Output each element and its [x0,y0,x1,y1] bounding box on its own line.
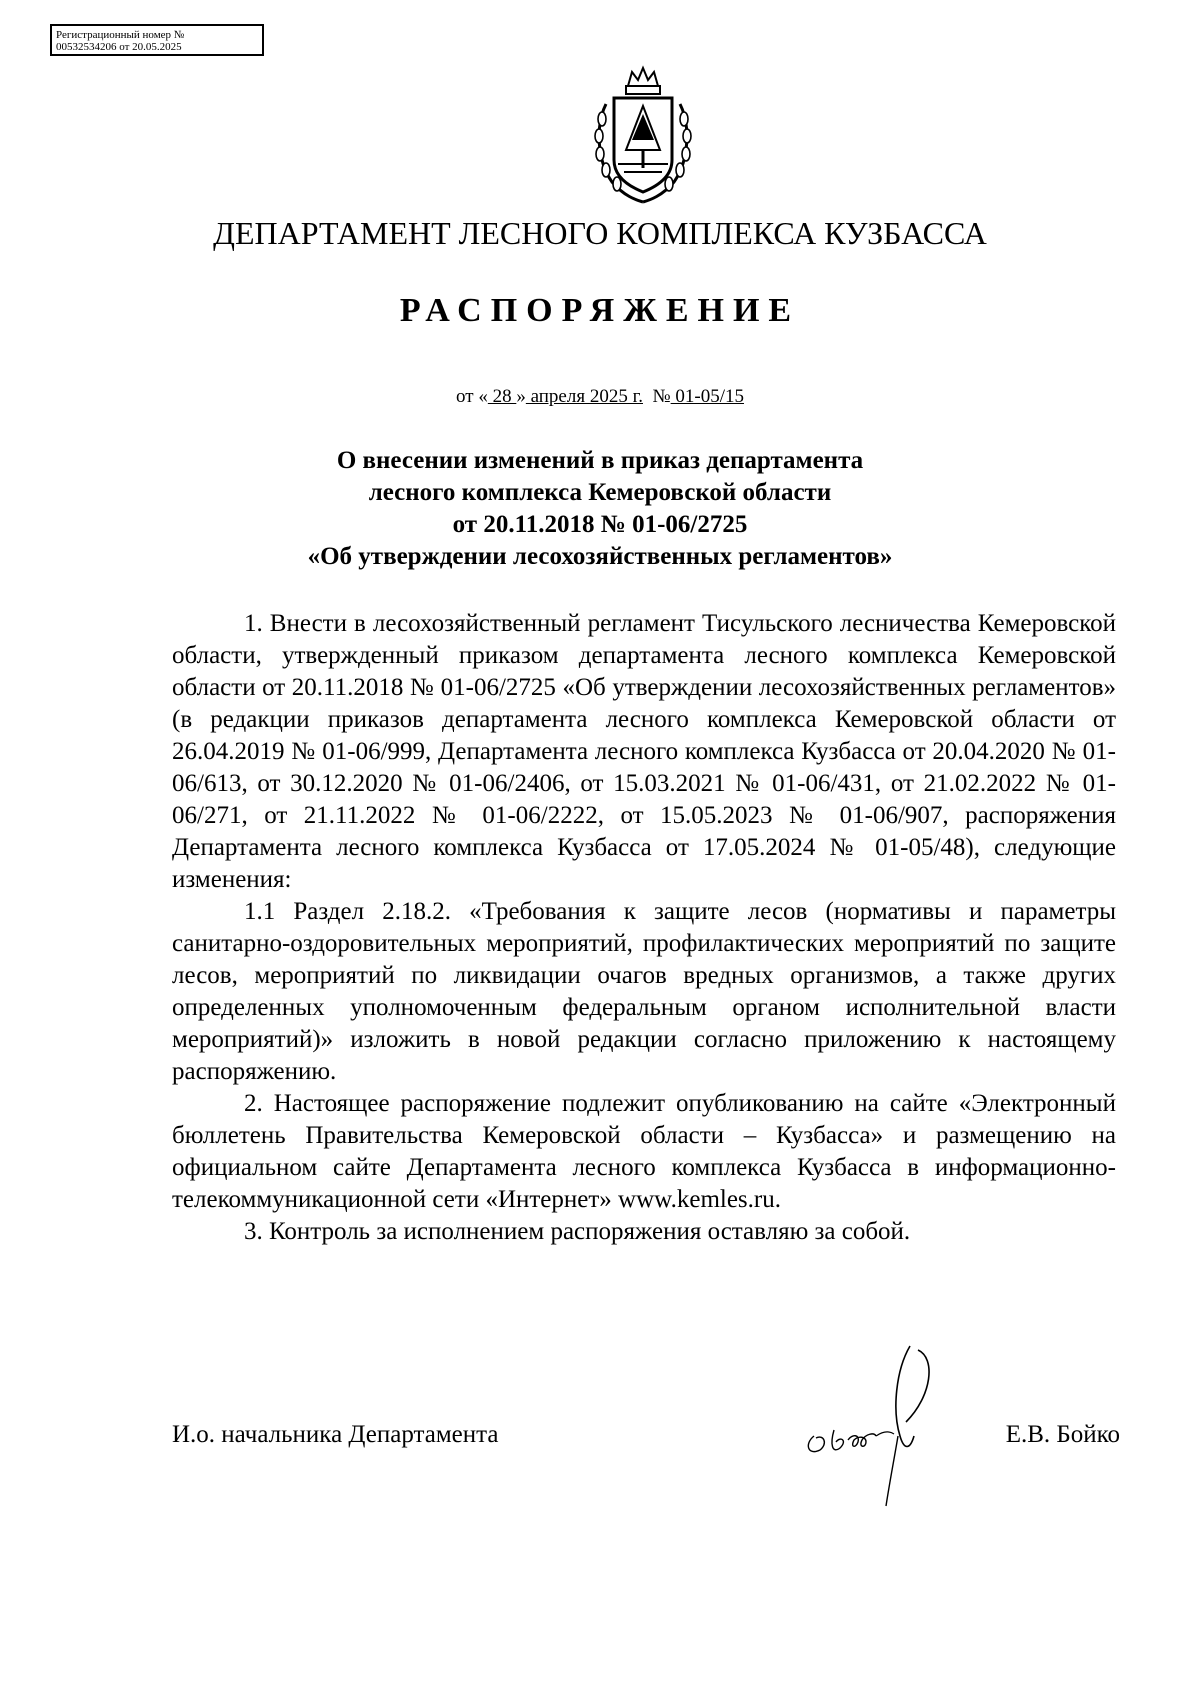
title-line-1: О внесении изменений в приказ департамента [336,447,864,474]
signatory-name: Е.В. Бойко [1005,1421,1120,1448]
document-number: 01-05/15 [670,386,744,407]
coat-of-arms-icon [590,64,696,204]
title-line-4: «Об утверждении лесохозяйственных регламентов» [307,543,893,570]
department-name: ДЕПАРТАМЕНТ ЛЕСНОГО КОМПЛЕКСА КУЗБАССА [213,215,987,251]
title-line-2: лесного комплекса Кемеровской области [368,479,832,506]
date-sep: » [516,386,526,407]
document-title [0,445,1200,573]
registration-label: Регистрационный номер № [56,29,185,41]
date-number-line [0,386,1200,408]
number-label: № [652,386,671,407]
title-line-3: от 20.11.2018 № 01-06/2725 [452,511,748,538]
document-type: РАСПОРЯЖЕНИЕ [399,292,801,329]
signatory-position: И.о. начальника Департамента [172,1421,499,1448]
date-day: 28 [487,386,517,407]
paragraph-3: 3. Контроль за исполнением распоряжения оставляю за собой. [244,1218,911,1245]
date-month-year: апреля 2025 г. [525,386,643,407]
date-prefix: от « [456,386,488,407]
registration-stamp [50,24,264,56]
handwritten-signature [800,1340,970,1510]
document-body [172,608,1116,1248]
paragraph-1-1: 1.1 Раздел 2.18.2. «Требования к защите лесов (нормативы и параметры санитарно-оздоровительных мероприятий, профилактических мероприятий по защите лесов, мероприятий по ликвидации очагов вредных организмов, а также других определенных уполномоченным федеральным органом исполнительной власти мероприятий)» изложить в новой редакции согласно приложению к настоящему распоряжению. [172,898,1116,1085]
registration-number: 00532534206 от 20.05.2025 [56,41,182,53]
paragraph-2: 2. Настоящее распоряжение подлежит опубликованию на сайте «Электронный бюллетень Правительства Кемеровской области – Кузбасса» и размещению на официальном сайте Департамента лесного комплекса Кузбасса в информационно-телекоммуникационной сети «Интернет» www.kemles.ru. [172,1090,1116,1213]
paragraph-1: 1. Внести в лесохозяйственный регламент Тисульского лесничества Кемеровской области, утвержденный приказом департамента лесного комплекса Кемеровской области от 20.11.2018 № 01-06/2725 «Об утверждении лесохозяйственных регламентов» (в редакции приказов департамента лесного комплекса Кемеровской области от 26.04.2019 № 01-06/999, Департамента лесного комплекса Кузбасса от 20.04.2020 № 01-06/613, от 30.12.2020 № 01-06/2406, от 15.03.2021 № 01-06/431, от 21.02.2022 № 01-06/271, от 21.11.2022 № 01-06/2222, от 15.05.2023 № 01-06/907, распоряжения Департамента лесного комплекса Кузбасса от 17.05.2024 № 01-05/48), следующие изменения: [172,610,1116,893]
